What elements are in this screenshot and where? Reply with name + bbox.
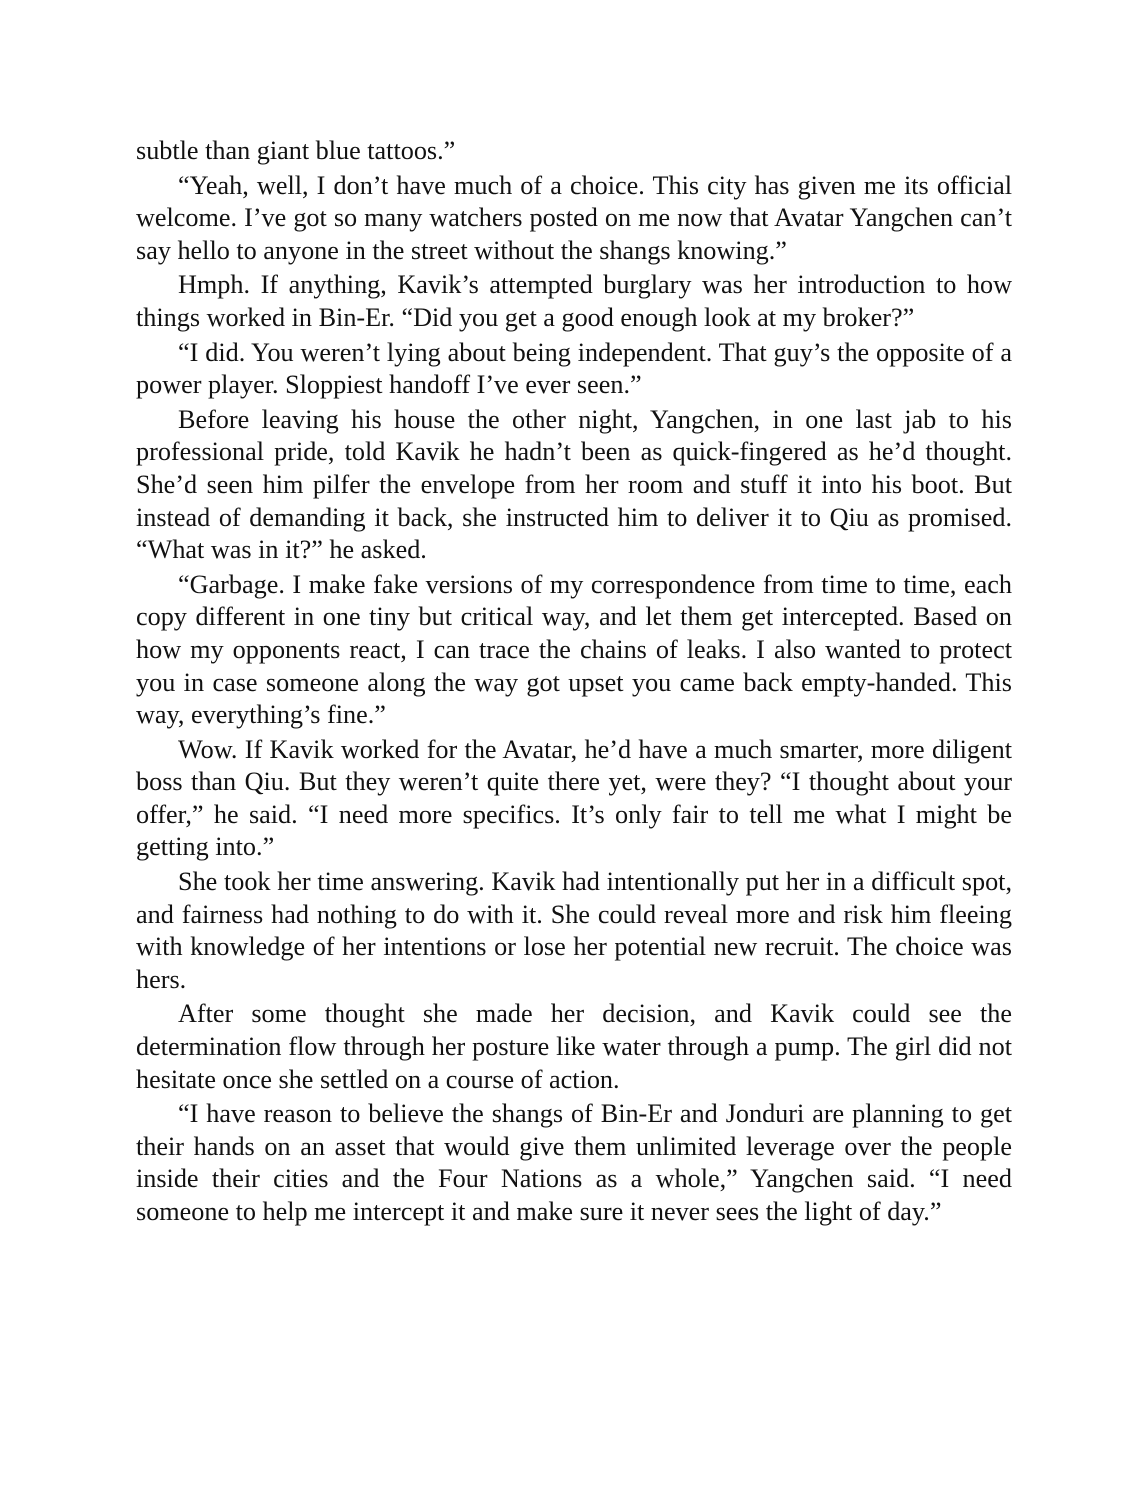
paragraph-4: “I did. You weren’t lying about being independent. That guy’s the opposite of a power player. Sloppiest handoff I’ve ever seen.” bbox=[136, 337, 1012, 400]
paragraph-10: “I have reason to believe the shangs of Bin-Er and Jonduri are planning to get their hands on an asset that would give them unlimited leverage over the people inside their cities and the Four Nations as a whole,” Yangchen said. “I need someone to help me intercept it and make sure it never sees the light of day.” bbox=[136, 1099, 1012, 1226]
page-body bbox=[136, 135, 1012, 1231]
paragraph-6: “Garbage. I make fake versions of my correspondence from time to time, each copy different in one tiny but critical way, and let them get intercepted. Based on how my opponents react, I can trace the chains of leaks. I also wanted to protect you in case someone along the way got upset you came back empty-handed. This way, everything’s fine.” bbox=[136, 569, 1012, 730]
paragraph-7: Wow. If Kavik worked for the Avatar, he’d have a much smarter, more diligent boss than Qiu. But they weren’t quite there yet, were they? “I thought about your offer,” he said. “I need more specifics. It’s only fair to tell me what I might be getting into.” bbox=[136, 734, 1012, 862]
paragraph-8: She took her time answering. Kavik had intentionally put her in a difficult spot, and fairness had nothing to do with it. She could reveal more and risk him fleeing with knowledge of her intentions or lose her potential new recruit. The choice was hers. bbox=[136, 867, 1012, 994]
paragraph-2: “Yeah, well, I don’t have much of a choice. This city has given me its official welcome. I’ve got so many watchers posted on me now that Avatar Yangchen can’t say hello to anyone in the street without the shangs knowing.” bbox=[136, 170, 1012, 265]
paragraph-5: Before leaving his house the other night, Yangchen, in one last jab to his professional pride, told Kavik he hadn’t been as quick-fingered as he’d thought. She’d seen him pilfer the envelope from her room and stuff it into his boot. But instead of demanding it back, she instructed him to deliver it to Qiu as promised. “What was in it?” he asked. bbox=[136, 404, 1012, 565]
paragraph-9: After some thought she made her decision, and Kavik could see the determination flow through her posture like water through a pump. The girl did not hesitate once she settled on a course of action. bbox=[136, 999, 1012, 1094]
paragraph-1: subtle than giant blue tattoos.” bbox=[136, 136, 456, 165]
paragraph-3: Hmph. If anything, Kavik’s attempted burglary was her introduction to how things worked in Bin-Er. “Did you get a good enough look at my broker?” bbox=[136, 270, 1012, 332]
